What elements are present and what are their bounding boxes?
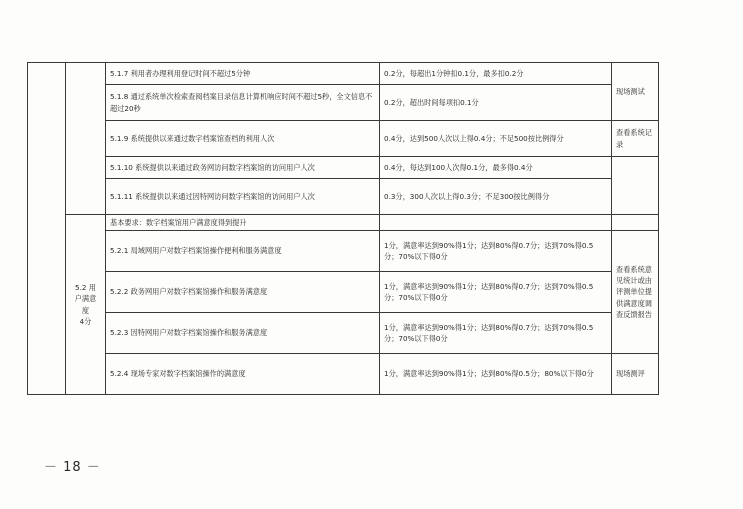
table-row bbox=[28, 231, 659, 272]
score-cell: 1分，满意率达到90%得1分；达到80%得0.7分；达到70%得0.5分；70%以下得0分 bbox=[380, 272, 612, 313]
item-cell: 5.2.3 因特网用户对数字档案馆操作和服务满意度 bbox=[106, 313, 380, 354]
score-cell: 0.4分，达到500人次以上得0.4分；不足500按比例得分 bbox=[380, 121, 612, 157]
method-cell: 查看系统意见统计或由评测单位提供满意度调查反馈报告 bbox=[612, 231, 659, 354]
score-cell: 1分，满意率达到90%得1分；达到80%得0.7分；达到70%得0.5分；70%以下得0分 bbox=[380, 231, 612, 272]
score-cell: 0.2分，每超出1分钟扣0.1分，最多扣0.2分 bbox=[380, 63, 612, 85]
item-cell: 5.2.4 现场专家对数字档案馆操作的满意度 bbox=[106, 354, 380, 395]
item-cell: 5.1.11 系统提供以来通过因特网访问数字档案馆的访问用户人次 bbox=[106, 179, 380, 215]
table-row bbox=[28, 157, 659, 179]
item-cell: 5.2.2 政务网用户对数字档案馆操作和服务满意度 bbox=[106, 272, 380, 313]
evaluation-table bbox=[27, 62, 659, 395]
section-cell-5-2 bbox=[66, 215, 106, 395]
score-cell: 0.4分，每达到100人次得0.1分，最多得0.4分 bbox=[380, 157, 612, 179]
table-row bbox=[28, 215, 659, 231]
table-row bbox=[28, 313, 659, 354]
method-cell-empty bbox=[612, 157, 659, 215]
section-label-line: 5.2 用 bbox=[75, 283, 96, 293]
table-row bbox=[28, 63, 659, 85]
method-cell: 现场测评 bbox=[612, 354, 659, 395]
section-label-line: 度 bbox=[81, 305, 90, 315]
section-label-line: 户满意 bbox=[74, 294, 97, 304]
score-cell: 0.3分，300人次以上得0.3分；不足300按比例得分 bbox=[380, 179, 612, 215]
category-cell bbox=[28, 63, 66, 395]
method-cell-empty bbox=[612, 215, 659, 231]
method-cell: 现场测试 bbox=[612, 63, 659, 121]
table-row bbox=[28, 179, 659, 215]
score-cell-empty bbox=[380, 215, 612, 231]
method-cell: 查看系统记录 bbox=[612, 121, 659, 157]
table-row bbox=[28, 85, 659, 121]
item-cell: 5.1.7 利用者办理利用登记时间不超过5分钟 bbox=[106, 63, 380, 85]
item-cell: 5.1.8 通过系统单次检索查阅档案目录信息计算机响应时间不超过5秒，全文信息不超过20秒 bbox=[106, 85, 380, 121]
section-score: 4分 bbox=[79, 316, 92, 326]
score-cell: 1分，满意率达到90%得1分；达到80%得0.7分；达到70%得0.5分；70%以下得0分 bbox=[380, 313, 612, 354]
table-row bbox=[28, 121, 659, 157]
basic-requirement-cell: 基本要求：数字档案馆用户满意度得到提升 bbox=[106, 215, 380, 231]
item-cell: 5.1.10 系统提供以来通过政务网访问数字档案馆的访问用户人次 bbox=[106, 157, 380, 179]
section-cell bbox=[66, 63, 106, 215]
item-cell: 5.1.9 系统提供以来通过数字档案馆查档的利用人次 bbox=[106, 121, 380, 157]
page-number: － 18 － bbox=[44, 460, 101, 475]
table-row bbox=[28, 272, 659, 313]
item-cell: 5.2.1 局域网用户对数字档案馆操作便利和服务满意度 bbox=[106, 231, 380, 272]
score-cell: 1分，满意率达到90%得1分；达到80%得0.5分；80%以下得0分 bbox=[380, 354, 612, 395]
table-row bbox=[28, 354, 659, 395]
score-cell: 0.2分，超出时间每项扣0.1分 bbox=[380, 85, 612, 121]
